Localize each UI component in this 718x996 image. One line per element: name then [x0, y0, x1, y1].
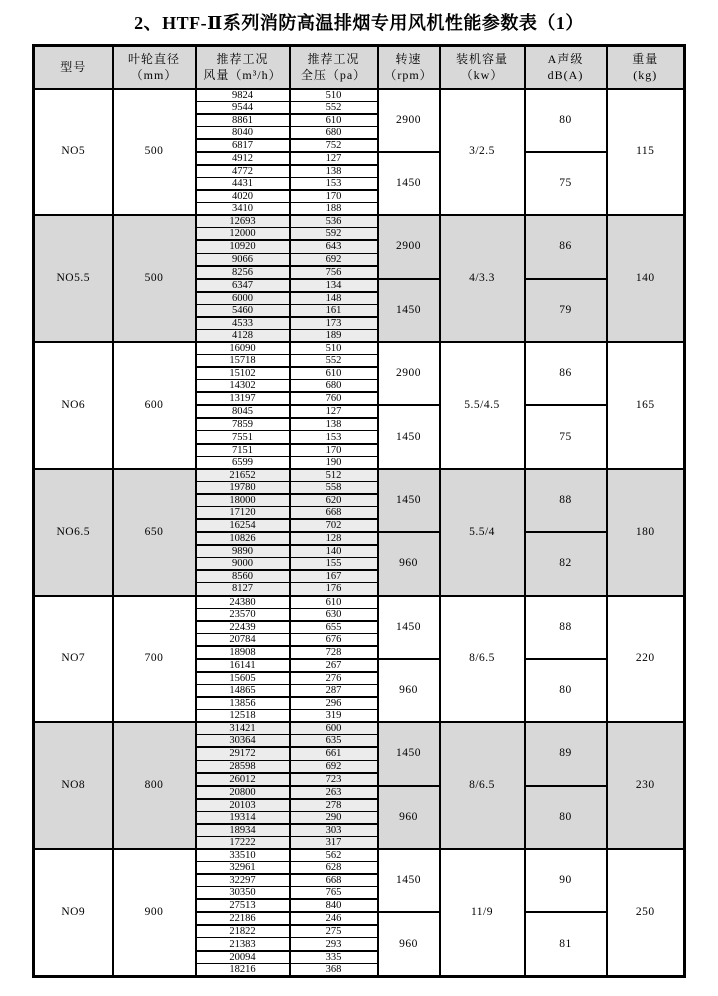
- flow-cell: 12000: [196, 228, 290, 241]
- flow-cell: 22186: [196, 912, 290, 925]
- pressure-cell: 610: [290, 596, 378, 609]
- rpm-cell: 1450: [378, 152, 440, 215]
- flow-cell: 32961: [196, 862, 290, 875]
- column-header-line1: 推荐工况: [216, 52, 269, 67]
- flow-cell: 9066: [196, 253, 290, 266]
- flow-cell: 6817: [196, 139, 290, 152]
- flow-cell: 17222: [196, 836, 290, 849]
- flow-cell: 4533: [196, 317, 290, 330]
- db-cell: 88: [525, 469, 607, 532]
- duty-row: [34, 89, 685, 102]
- model-section-NO5: [34, 89, 685, 216]
- rpm-cell: 1450: [378, 405, 440, 468]
- duty-row: [34, 342, 685, 355]
- pressure-cell: 610: [290, 114, 378, 127]
- model-section-NO6: [34, 342, 685, 469]
- flow-cell: 8045: [196, 405, 290, 418]
- pressure-cell: 173: [290, 317, 378, 330]
- pressure-cell: 138: [290, 165, 378, 178]
- pressure-cell: 668: [290, 874, 378, 887]
- db-cell: 86: [525, 342, 607, 405]
- flow-cell: 22439: [196, 621, 290, 634]
- model-cell: NO7: [34, 596, 113, 723]
- pressure-cell: 643: [290, 240, 378, 253]
- weight-cell: 165: [607, 342, 685, 469]
- flow-cell: 8560: [196, 570, 290, 583]
- pressure-cell: 190: [290, 456, 378, 469]
- pressure-cell: 276: [290, 672, 378, 685]
- flow-cell: 27513: [196, 899, 290, 912]
- flow-cell: 16254: [196, 519, 290, 532]
- pressure-cell: 661: [290, 747, 378, 760]
- flow-cell: 30364: [196, 735, 290, 748]
- capacity-cell: 4/3.3: [440, 215, 525, 342]
- db-cell: 90: [525, 849, 607, 912]
- duty-row: [34, 849, 685, 862]
- flow-cell: 14302: [196, 380, 290, 393]
- flow-cell: 31421: [196, 722, 290, 735]
- db-cell: 80: [525, 89, 607, 152]
- pressure-cell: 176: [290, 583, 378, 596]
- flow-cell: 26012: [196, 773, 290, 786]
- pressure-cell: 702: [290, 519, 378, 532]
- pressure-cell: 723: [290, 773, 378, 786]
- flow-cell: 9544: [196, 101, 290, 114]
- flow-cell: 30350: [196, 887, 290, 900]
- pressure-cell: 510: [290, 89, 378, 102]
- model-cell: NO5: [34, 89, 113, 216]
- db-cell: 79: [525, 279, 607, 342]
- capacity-cell: 11/9: [440, 849, 525, 976]
- flow-cell: 8127: [196, 583, 290, 596]
- pressure-cell: 692: [290, 253, 378, 266]
- pressure-cell: 153: [290, 177, 378, 190]
- fan-performance-table: [32, 44, 686, 978]
- db-cell: 75: [525, 152, 607, 215]
- weight-cell: 250: [607, 849, 685, 976]
- column-header-line2: 风量（m³/h）: [203, 68, 282, 83]
- column-header-line2: dB(A): [547, 68, 584, 83]
- pressure-cell: 600: [290, 722, 378, 735]
- rpm-cell: 1450: [378, 279, 440, 342]
- pressure-cell: 246: [290, 912, 378, 925]
- db-cell: 88: [525, 596, 607, 659]
- flow-cell: 7551: [196, 431, 290, 444]
- pressure-cell: 692: [290, 760, 378, 773]
- flow-cell: 12693: [196, 215, 290, 228]
- column-header-line2: （kw）: [460, 68, 504, 83]
- capacity-cell: 8/6.5: [440, 722, 525, 849]
- pressure-cell: 290: [290, 811, 378, 824]
- flow-cell: 19780: [196, 481, 290, 494]
- diameter-cell: 500: [113, 215, 196, 342]
- model-section-NO7: [34, 596, 685, 723]
- pressure-cell: 635: [290, 735, 378, 748]
- pressure-cell: 161: [290, 304, 378, 317]
- flow-cell: 18216: [196, 963, 290, 976]
- rpm-cell: 960: [378, 659, 440, 722]
- pressure-cell: 728: [290, 646, 378, 659]
- db-cell: 80: [525, 659, 607, 722]
- flow-cell: 24380: [196, 596, 290, 609]
- weight-cell: 220: [607, 596, 685, 723]
- column-header-7: [525, 46, 607, 89]
- diameter-cell: 900: [113, 849, 196, 976]
- model-section-NO8: [34, 722, 685, 849]
- flow-cell: 4128: [196, 329, 290, 342]
- rpm-cell: 2900: [378, 215, 440, 278]
- pressure-cell: 148: [290, 292, 378, 305]
- pressure-cell: 552: [290, 101, 378, 114]
- flow-cell: 8040: [196, 126, 290, 139]
- db-cell: 81: [525, 912, 607, 976]
- flow-cell: 4772: [196, 165, 290, 178]
- column-header-line1: 装机容量: [455, 52, 508, 67]
- model-cell: NO6: [34, 342, 113, 469]
- pressure-cell: 140: [290, 545, 378, 558]
- model-cell: NO9: [34, 849, 113, 976]
- pressure-cell: 127: [290, 405, 378, 418]
- flow-cell: 32297: [196, 874, 290, 887]
- flow-cell: 18908: [196, 646, 290, 659]
- flow-cell: 9890: [196, 545, 290, 558]
- rpm-cell: 960: [378, 532, 440, 595]
- pressure-cell: 317: [290, 836, 378, 849]
- column-header-1: [34, 46, 113, 89]
- flow-cell: 19314: [196, 811, 290, 824]
- flow-cell: 28598: [196, 760, 290, 773]
- duty-row: [34, 596, 685, 609]
- flow-cell: 15605: [196, 672, 290, 685]
- pressure-cell: 630: [290, 608, 378, 621]
- column-header-line1: 型号: [60, 60, 87, 75]
- pressure-cell: 752: [290, 139, 378, 152]
- flow-cell: 7859: [196, 418, 290, 431]
- pressure-cell: 153: [290, 431, 378, 444]
- pressure-cell: 275: [290, 925, 378, 938]
- pressure-cell: 278: [290, 799, 378, 812]
- pressure-cell: 765: [290, 887, 378, 900]
- flow-cell: 12518: [196, 710, 290, 723]
- duty-row: [34, 215, 685, 228]
- flow-cell: 7151: [196, 444, 290, 457]
- model-section-NO6.5: [34, 469, 685, 596]
- pressure-cell: 128: [290, 532, 378, 545]
- column-header-5: [378, 46, 440, 89]
- diameter-cell: 700: [113, 596, 196, 723]
- column-header-line2: （mm）: [130, 68, 178, 83]
- column-header-6: [440, 46, 525, 89]
- pressure-cell: 155: [290, 558, 378, 571]
- column-header-line2: (kg): [633, 68, 658, 83]
- capacity-cell: 5.5/4: [440, 469, 525, 596]
- rpm-cell: 960: [378, 912, 440, 976]
- flow-cell: 20784: [196, 633, 290, 646]
- flow-cell: 15102: [196, 367, 290, 380]
- column-header-line1: 转速: [395, 52, 422, 67]
- column-header-line1: 推荐工况: [307, 52, 360, 67]
- flow-cell: 4912: [196, 152, 290, 165]
- column-header-line2: 全压（pa）: [300, 68, 367, 83]
- pressure-cell: 335: [290, 951, 378, 964]
- pressure-cell: 368: [290, 963, 378, 976]
- column-header-8: [607, 46, 685, 89]
- diameter-cell: 600: [113, 342, 196, 469]
- flow-cell: 20094: [196, 951, 290, 964]
- pressure-cell: 267: [290, 659, 378, 672]
- pressure-cell: 188: [290, 203, 378, 216]
- pressure-cell: 676: [290, 633, 378, 646]
- model-cell: NO6.5: [34, 469, 113, 596]
- column-header-line1: 叶轮直径: [127, 52, 180, 67]
- pressure-cell: 558: [290, 481, 378, 494]
- flow-cell: 16141: [196, 659, 290, 672]
- flow-cell: 18000: [196, 494, 290, 507]
- capacity-cell: 3/2.5: [440, 89, 525, 216]
- table-header: [34, 46, 685, 89]
- pressure-cell: 536: [290, 215, 378, 228]
- flow-cell: 10826: [196, 532, 290, 545]
- flow-cell: 17120: [196, 507, 290, 520]
- pressure-cell: 610: [290, 367, 378, 380]
- pressure-cell: 189: [290, 329, 378, 342]
- pressure-cell: 134: [290, 279, 378, 292]
- pressure-cell: 293: [290, 938, 378, 951]
- pressure-cell: 668: [290, 507, 378, 520]
- flow-cell: 29172: [196, 747, 290, 760]
- weight-cell: 140: [607, 215, 685, 342]
- model-cell: NO5.5: [34, 215, 113, 342]
- flow-cell: 9824: [196, 89, 290, 102]
- pressure-cell: 167: [290, 570, 378, 583]
- flow-cell: 5460: [196, 304, 290, 317]
- pressure-cell: 287: [290, 684, 378, 697]
- rpm-cell: 2900: [378, 89, 440, 152]
- flow-cell: 21822: [196, 925, 290, 938]
- column-header-4: [290, 46, 378, 89]
- pressure-cell: 296: [290, 697, 378, 710]
- pressure-cell: 512: [290, 469, 378, 482]
- flow-cell: 21383: [196, 938, 290, 951]
- pressure-cell: 592: [290, 228, 378, 241]
- weight-cell: 115: [607, 89, 685, 216]
- flow-cell: 6347: [196, 279, 290, 292]
- flow-cell: 4431: [196, 177, 290, 190]
- flow-cell: 33510: [196, 849, 290, 862]
- rpm-cell: 1450: [378, 596, 440, 659]
- db-cell: 82: [525, 532, 607, 595]
- pressure-cell: 319: [290, 710, 378, 723]
- pressure-cell: 303: [290, 824, 378, 837]
- pressure-cell: 628: [290, 862, 378, 875]
- db-cell: 86: [525, 215, 607, 278]
- flow-cell: 6000: [196, 292, 290, 305]
- capacity-cell: 5.5/4.5: [440, 342, 525, 469]
- pressure-cell: 138: [290, 418, 378, 431]
- flow-cell: 20800: [196, 786, 290, 799]
- flow-cell: 15718: [196, 355, 290, 368]
- flow-cell: 10920: [196, 240, 290, 253]
- pressure-cell: 170: [290, 190, 378, 203]
- flow-cell: 6599: [196, 456, 290, 469]
- pressure-cell: 170: [290, 444, 378, 457]
- pressure-cell: 562: [290, 849, 378, 862]
- column-header-3: [196, 46, 290, 89]
- model-section-NO5.5: [34, 215, 685, 342]
- flow-cell: 14865: [196, 684, 290, 697]
- db-cell: 89: [525, 722, 607, 785]
- flow-cell: 23570: [196, 608, 290, 621]
- rpm-cell: 2900: [378, 342, 440, 405]
- flow-cell: 8256: [196, 266, 290, 279]
- pressure-cell: 840: [290, 899, 378, 912]
- pressure-cell: 680: [290, 126, 378, 139]
- model-section-NO9: [34, 849, 685, 976]
- rpm-cell: 1450: [378, 469, 440, 532]
- flow-cell: 9000: [196, 558, 290, 571]
- flow-cell: 20103: [196, 799, 290, 812]
- weight-cell: 230: [607, 722, 685, 849]
- pressure-cell: 760: [290, 392, 378, 405]
- column-header-line1: 重量: [632, 52, 659, 67]
- pressure-cell: 655: [290, 621, 378, 634]
- flow-cell: 13856: [196, 697, 290, 710]
- flow-cell: 4020: [196, 190, 290, 203]
- flow-cell: 13197: [196, 392, 290, 405]
- pressure-cell: 263: [290, 786, 378, 799]
- column-header-2: [113, 46, 196, 89]
- flow-cell: 16090: [196, 342, 290, 355]
- pressure-cell: 127: [290, 152, 378, 165]
- db-cell: 75: [525, 405, 607, 468]
- diameter-cell: 650: [113, 469, 196, 596]
- column-header-line1: A声级: [547, 52, 584, 67]
- pressure-cell: 756: [290, 266, 378, 279]
- flow-cell: 8861: [196, 114, 290, 127]
- flow-cell: 3410: [196, 203, 290, 216]
- pressure-cell: 510: [290, 342, 378, 355]
- pressure-cell: 620: [290, 494, 378, 507]
- rpm-cell: 960: [378, 786, 440, 849]
- diameter-cell: 800: [113, 722, 196, 849]
- flow-cell: 18934: [196, 824, 290, 837]
- duty-row: [34, 469, 685, 482]
- db-cell: 80: [525, 786, 607, 849]
- rpm-cell: 1450: [378, 849, 440, 912]
- duty-row: [34, 722, 685, 735]
- page-title: 2、HTF-Ⅱ系列消防高温排烟专用风机性能参数表（1）: [134, 13, 584, 33]
- rpm-cell: 1450: [378, 722, 440, 785]
- diameter-cell: 500: [113, 89, 196, 216]
- model-cell: NO8: [34, 722, 113, 849]
- weight-cell: 180: [607, 469, 685, 596]
- flow-cell: 21652: [196, 469, 290, 482]
- pressure-cell: 552: [290, 355, 378, 368]
- capacity-cell: 8/6.5: [440, 596, 525, 723]
- pressure-cell: 680: [290, 380, 378, 393]
- column-header-line2: （rpm）: [384, 68, 433, 83]
